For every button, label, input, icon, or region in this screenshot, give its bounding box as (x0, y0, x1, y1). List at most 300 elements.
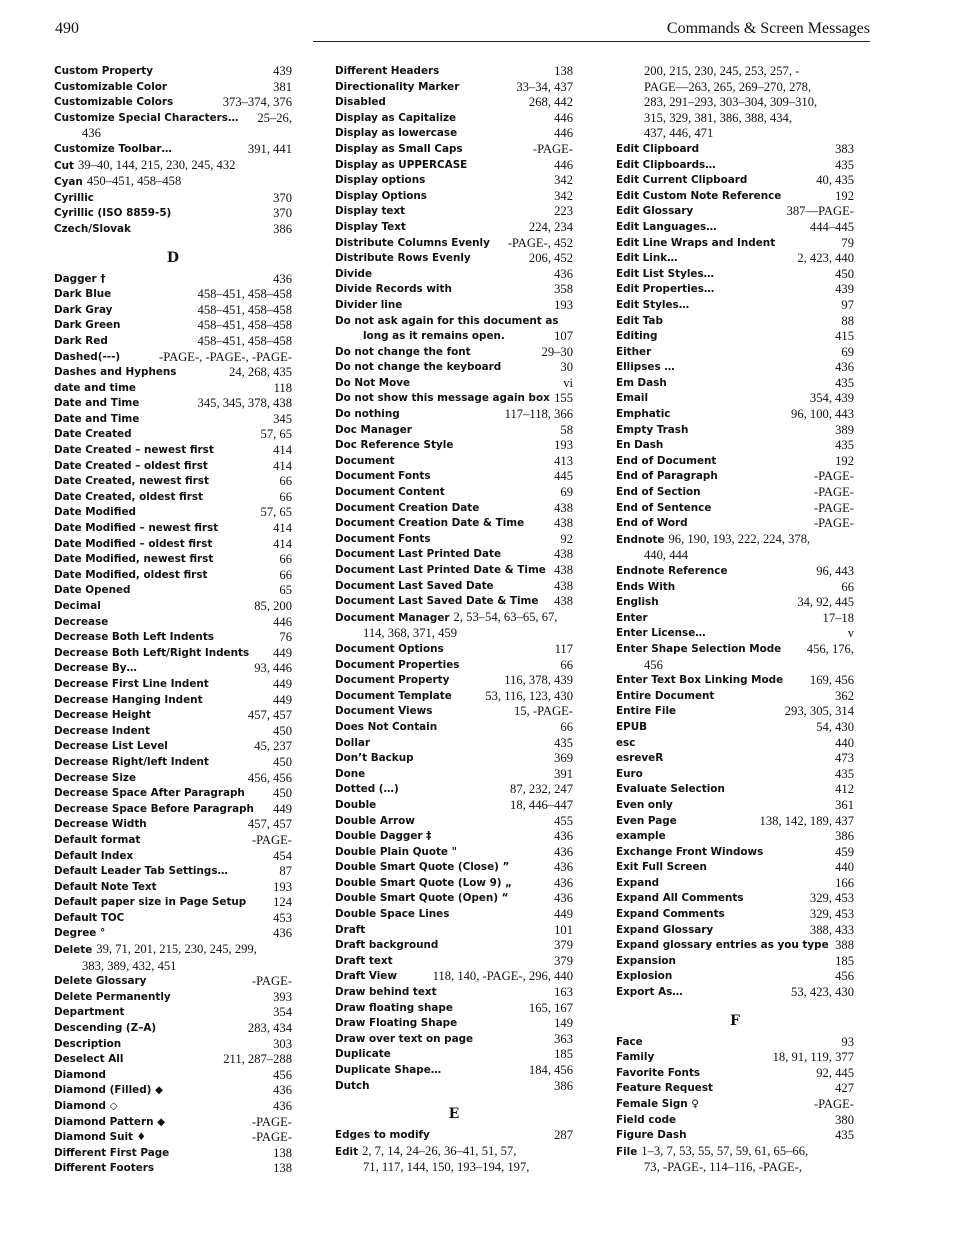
index-entry (616, 720, 854, 736)
index-page-refs: 438 (554, 516, 573, 531)
index-page-refs: -PAGE- (813, 516, 854, 531)
index-term: Document Last Saved Date (335, 579, 494, 592)
index-page-refs: 57, 65 (260, 427, 292, 442)
index-entry (335, 532, 573, 548)
index-page-refs: 449 (554, 907, 573, 922)
page-number: 490 (55, 20, 79, 37)
index-entry (616, 220, 854, 236)
index-page-refs: 283, 434 (247, 1021, 292, 1036)
index-term: Default format (54, 833, 141, 846)
index-entry (335, 642, 573, 658)
index-page-refs: 69 (841, 344, 854, 359)
index-column-2 (335, 64, 573, 1176)
index-entry (335, 314, 573, 330)
index-entry (54, 396, 292, 412)
index-term: Date Created – newest first (54, 444, 214, 457)
index-entry (616, 267, 854, 283)
index-entry (54, 583, 292, 599)
index-term: Entire Document (616, 689, 715, 702)
index-page-refs: 438 (554, 563, 573, 577)
index-term: Default TOC (54, 911, 125, 924)
index-page-refs: 107 (554, 329, 573, 344)
index-page-refs: 185 (835, 953, 854, 968)
index-term: Date and Time (54, 397, 140, 410)
index-term: Endnote Reference (616, 565, 728, 577)
index-term: Edit Link… (616, 252, 678, 265)
index-term: Divide (335, 267, 373, 280)
index-entry (54, 1115, 292, 1131)
index-term: Display as lowercase (335, 127, 458, 140)
index-entry (335, 907, 573, 923)
index-entry-continuation: 71, 117, 144, 150, 193–194, 197, (363, 1160, 530, 1175)
index-page-refs: 169, 456 (809, 673, 854, 688)
index-term: Ends With (616, 580, 676, 593)
index-term: Dashed(---) (54, 350, 121, 363)
index-page-refs: 446 (554, 110, 573, 125)
index-term: Family (616, 1051, 655, 1064)
index-page-refs: 2, 423, 440 (797, 251, 854, 266)
index-entry (54, 206, 292, 222)
index-page-refs: 211, 287–288 (223, 1052, 292, 1067)
index-page-refs: 386 (273, 221, 292, 236)
index-page-refs: 29–30 (541, 344, 573, 359)
index-term: Double Plain Quote " (335, 845, 458, 858)
index-page-refs: 386 (835, 829, 854, 844)
index-page-refs: 436 (554, 266, 573, 281)
index-page-refs: 457, 457 (247, 708, 292, 723)
index-term: Date Modified, oldest first (54, 568, 208, 581)
index-page-refs: 165, 167 (528, 1000, 573, 1015)
index-term: Date Modified, newest first (54, 553, 214, 566)
index-entry (54, 287, 292, 303)
index-term: Draft background (335, 939, 439, 952)
index-entry (616, 689, 854, 705)
index-entry (54, 1068, 292, 1084)
index-entry-continuation: 437, 446, 471 (644, 126, 714, 141)
index-page-refs: 2, 53–54, 63–65, 67, (453, 609, 558, 624)
index-term: Expand All Comments (616, 892, 744, 905)
index-term: Draft text (335, 954, 393, 967)
index-term: Display options (335, 174, 426, 187)
index-term: Do not ask again for this document as (335, 314, 559, 327)
index-term: Decrease Hanging Indent (54, 693, 203, 706)
index-term: long as it remains open. (363, 330, 505, 343)
index-entry (335, 204, 573, 220)
index-entry (335, 954, 573, 970)
index-term: Edit Current Clipboard (616, 174, 748, 187)
index-page-refs: 57, 65 (260, 505, 292, 520)
index-entry (54, 708, 292, 724)
index-page-refs: 454 (273, 848, 292, 863)
index-entry (335, 829, 573, 845)
index-page-refs: 30 (560, 360, 573, 375)
index-entry (335, 126, 573, 142)
index-term: Edit Languages… (616, 220, 717, 233)
index-page-refs: 370 (273, 190, 292, 205)
index-entry (335, 1128, 573, 1144)
index-page-refs: -PAGE- (813, 469, 854, 484)
index-page-refs: 450–451, 458–458 (86, 174, 182, 189)
index-term: Edges to modify (335, 1129, 430, 1142)
index-term: Even only (616, 798, 673, 811)
index-entry (54, 537, 292, 553)
index-page-refs: 117–118, 366 (504, 407, 573, 422)
index-page-refs: 413 (554, 453, 573, 468)
index-term: Edit Line Wraps and Indent (616, 236, 776, 249)
index-entry (616, 469, 854, 485)
index-page-refs: 391 (554, 766, 573, 781)
index-page-refs: vi (563, 375, 573, 390)
index-page-refs: 388 (835, 938, 854, 953)
index-term: Customize Toolbar… (54, 142, 172, 155)
index-term: Decrease Both Left/Right Indents (54, 646, 250, 659)
index-page-refs: 92, 445 (816, 1065, 854, 1080)
index-term: Degree ° (54, 927, 106, 940)
index-entry (54, 630, 292, 646)
index-term: Face (616, 1035, 643, 1048)
index-entry (616, 189, 854, 205)
index-section-letter: F (730, 1012, 740, 1029)
index-term: Dark Blue (54, 288, 112, 301)
index-page-refs: -PAGE- (813, 1097, 854, 1111)
index-entry (335, 658, 573, 674)
index-term: Duplicate (335, 1048, 391, 1061)
index-page-refs: 163 (554, 985, 573, 1000)
index-term: Document Properties (335, 658, 460, 671)
index-entry (616, 907, 854, 923)
index-term: End of Sentence (616, 501, 712, 514)
index-term: Evaluate Selection (616, 783, 725, 796)
index-page-refs: 438 (554, 500, 573, 515)
index-entry (54, 568, 292, 584)
index-page-refs: 391, 441 (247, 141, 292, 156)
index-page-refs: 87 (279, 864, 292, 879)
index-page-refs: 193 (554, 438, 573, 453)
index-entry-continuation: 456 (644, 657, 663, 672)
index-page-refs: 414 (273, 458, 292, 473)
index-entry (616, 376, 854, 392)
index-page-refs: 97 (841, 297, 854, 312)
index-term: Date and Time (54, 412, 140, 425)
index-entry (335, 298, 573, 314)
index-page-refs: 66 (279, 474, 292, 489)
index-term: Different First Page (54, 1146, 170, 1159)
index-term: Expand Glossary (616, 923, 714, 936)
index-entry (616, 1128, 854, 1144)
index-term: Dark Red (54, 334, 108, 347)
index-term: esreveR (616, 752, 664, 765)
index-entry (616, 673, 854, 689)
index-entry (54, 222, 292, 238)
index-page-refs: 76 (279, 630, 292, 645)
index-entry (616, 407, 854, 423)
index-term: Diamond Pattern ◆ (54, 1115, 166, 1128)
index-entry (335, 720, 573, 736)
index-page-refs: 116, 378, 439 (504, 673, 573, 688)
index-entry (335, 469, 573, 485)
index-term: End of Document (616, 454, 717, 467)
index-entry (335, 689, 573, 705)
index-entry (335, 891, 573, 907)
index-term: Ellipses … (616, 361, 675, 374)
index-entry (335, 345, 573, 361)
index-page-refs: 1–3, 7, 53, 55, 57, 59, 61, 65–66, (641, 1143, 809, 1158)
index-term: Does Not Contain (335, 720, 438, 733)
index-section-letter: D (166, 249, 180, 266)
index-page-refs: -PAGE- (251, 1130, 292, 1145)
index-entry-continuation: 114, 368, 371, 459 (363, 626, 457, 641)
index-entry (335, 1063, 573, 1079)
index-term: Cyan (54, 176, 83, 189)
index-page-refs: 138 (554, 64, 573, 78)
index-page-refs: 2, 7, 14, 24–26, 36–41, 51, 57, (362, 1143, 517, 1158)
index-term: Field code (616, 1113, 677, 1126)
index-entry (616, 814, 854, 830)
index-entry (335, 251, 573, 267)
index-term: Document Creation Date (335, 501, 480, 514)
index-term: Enter (616, 611, 648, 624)
index-page-refs: 436 (273, 1083, 292, 1098)
index-entry-continuation: 73, -PAGE-, 114–116, -PAGE-, (644, 1160, 803, 1175)
index-entry (616, 236, 854, 252)
index-entry (54, 490, 292, 506)
index-entry (54, 272, 292, 288)
index-term: Edit Clipboards… (616, 158, 716, 171)
index-page-refs: 66 (560, 719, 573, 734)
index-term: Cyrillic (ISO 8859-5) (54, 207, 172, 220)
index-page-refs: 446 (273, 614, 292, 629)
index-page-refs: 361 (835, 797, 854, 812)
index-entry (54, 880, 292, 896)
index-term: Decrease (54, 615, 109, 628)
index-entry (54, 911, 292, 927)
index-entry-continuation (335, 329, 573, 345)
index-term: Deselect All (54, 1053, 124, 1066)
index-page-refs: 458–451, 458–458 (197, 318, 292, 333)
index-entry (616, 1066, 854, 1082)
index-term: Edit List Styles… (616, 267, 715, 280)
index-entry (54, 80, 292, 96)
index-page-refs: -PAGE- (251, 832, 292, 847)
index-page-refs: 287 (554, 1128, 573, 1143)
index-entry (54, 974, 292, 990)
index-entry (616, 516, 854, 532)
index-page-refs: 358 (554, 282, 573, 297)
index-term: Entire File (616, 705, 677, 718)
index-term: Document Creation Date & Time (335, 517, 525, 530)
index-entry-continuation: 440, 444 (644, 548, 689, 563)
index-page-refs: 459 (835, 844, 854, 859)
index-entry (616, 282, 854, 298)
index-term: Female Sign ♀ (616, 1098, 699, 1110)
index-term: Doc Reference Style (335, 439, 454, 452)
index-entry (335, 798, 573, 814)
index-page-refs: 436 (835, 360, 854, 375)
index-entry (616, 158, 854, 174)
index-entry (54, 817, 292, 833)
index-page-refs: 427 (835, 1081, 854, 1096)
index-term: Emphatic (616, 408, 671, 421)
index-entry (54, 174, 292, 191)
index-entry (616, 1144, 854, 1161)
index-entry (335, 1016, 573, 1032)
index-entry (54, 739, 292, 755)
index-page-refs: 363 (554, 1031, 573, 1046)
index-term: Edit Glossary (616, 205, 694, 218)
index-term: Endnote (616, 533, 665, 546)
index-entry (335, 563, 573, 579)
index-page-refs: 458–451, 458–458 (197, 287, 292, 302)
index-page-refs: 303 (273, 1036, 292, 1051)
index-term: Double Dagger ‡ (335, 830, 432, 843)
index-entry (54, 521, 292, 537)
index-page-refs: 446 (554, 126, 573, 141)
index-term: Disabled (335, 96, 386, 109)
index-page-refs: 66 (560, 657, 573, 672)
index-term: Delete Glossary (54, 975, 147, 988)
index-entry (616, 1050, 854, 1066)
index-entry-continuation: 315, 329, 381, 386, 388, 434, (644, 110, 792, 125)
index-page-refs: 440 (835, 735, 854, 750)
index-entry (335, 938, 573, 954)
index-term: Done (335, 767, 366, 780)
index-term: Display Options (335, 189, 427, 202)
index-page-refs: 184, 456 (528, 1063, 573, 1077)
index-page-refs: 436 (554, 891, 573, 906)
index-entry (616, 251, 854, 267)
index-page-refs: 66 (279, 552, 292, 567)
index-entry (335, 142, 573, 158)
index-entry (616, 532, 854, 549)
index-term: Email (616, 392, 649, 405)
index-entry (616, 204, 854, 220)
index-term: Do nothing (335, 408, 400, 421)
index-term: Document Last Printed Date (335, 548, 501, 561)
index-page-refs: 449 (273, 645, 292, 660)
index-entry (335, 80, 573, 96)
index-page-refs: 362 (835, 688, 854, 703)
index-entry (54, 864, 292, 880)
index-term: Edit Properties… (616, 283, 715, 296)
index-page-refs: 66 (279, 567, 292, 582)
index-page-refs: 450 (273, 786, 292, 801)
index-page-refs: 439 (273, 64, 292, 78)
index-term: Draw Floating Shape (335, 1017, 458, 1030)
index-term: Department (54, 1006, 125, 1019)
index-entry (616, 1035, 854, 1051)
index-entry (616, 626, 854, 642)
index-term: Delete (54, 944, 93, 957)
index-entry (335, 438, 573, 454)
index-term: Even Page (616, 814, 677, 827)
index-term: Double Smart Quote (Low 9) „ (335, 876, 513, 889)
index-page-refs: 381 (273, 79, 292, 94)
index-term: Default paper size in Page Setup (54, 896, 247, 909)
index-page-refs: 345 (273, 411, 292, 426)
index-entry (616, 345, 854, 361)
index-page-refs: 389 (835, 422, 854, 437)
index-term: Dark Gray (54, 303, 113, 316)
index-page-refs: 124 (273, 895, 292, 910)
index-page-refs: 456, 176, (806, 641, 854, 656)
index-term: Decrease Size (54, 771, 137, 784)
index-entry (616, 173, 854, 189)
index-term: Do not change the font (335, 345, 471, 358)
index-term: Don’t Backup (335, 752, 414, 765)
index-page-refs: 369 (554, 751, 573, 766)
index-page-refs: 456, 456 (247, 770, 292, 785)
index-term: Enter Shape Selection Mode (616, 642, 782, 655)
index-entry (335, 236, 573, 252)
index-entry (335, 485, 573, 501)
index-page-refs: 66 (279, 489, 292, 504)
index-entry (54, 350, 292, 366)
index-entry (616, 142, 854, 158)
index-term: Expand (616, 876, 660, 889)
index-page-refs: 185 (554, 1047, 573, 1062)
index-page-refs: 370 (273, 206, 292, 221)
index-page-refs: 268, 442 (528, 95, 573, 110)
index-page-refs: 54, 430 (816, 719, 854, 734)
index-page-refs: 446 (554, 157, 573, 172)
index-term: Empty Trash (616, 423, 689, 436)
index-term: Customizable Colors (54, 96, 174, 109)
index-entry (54, 95, 292, 111)
index-entry (616, 969, 854, 985)
index-page-refs: 15, -PAGE- (513, 704, 573, 719)
index-page-refs: -PAGE-, -PAGE-, -PAGE- (159, 349, 292, 364)
index-entry (54, 191, 292, 207)
index-term: Distribute Columns Evenly (335, 236, 490, 249)
index-entry (335, 751, 573, 767)
index-entry (54, 677, 292, 693)
index-entry (616, 954, 854, 970)
index-term: EPUB (616, 720, 648, 733)
index-term: Either (616, 345, 652, 358)
index-entry (616, 938, 854, 954)
index-page-refs: 388, 433 (809, 922, 854, 937)
index-entry (54, 646, 292, 662)
index-entry (335, 985, 573, 1001)
index-entry (54, 443, 292, 459)
index-term: Custom Property (54, 65, 153, 77)
index-term: Edit Clipboard (616, 142, 700, 155)
index-page-refs: 342 (554, 188, 573, 203)
index-entry-continuation: 200, 215, 230, 245, 253, 257, - (644, 64, 800, 78)
index-page-refs: 92 (560, 531, 573, 546)
index-page-refs: 438 (554, 578, 573, 593)
index-page-refs: 435 (835, 375, 854, 390)
index-entry (54, 505, 292, 521)
index-page-refs: 79 (841, 235, 854, 250)
index-page-refs: 393 (273, 989, 292, 1004)
index-entry (616, 751, 854, 767)
header-rule (313, 41, 870, 42)
index-page-refs: 193 (273, 879, 292, 894)
index-term: Exit Full Screen (616, 861, 707, 874)
index-entry-continuation: PAGE—263, 265, 269–270, 278, (644, 79, 812, 94)
index-page-refs: 65 (279, 583, 292, 598)
index-term: Document Property (335, 674, 450, 687)
index-entry (54, 142, 292, 158)
index-term: Date Created (54, 428, 132, 441)
index-page-refs: 138 (273, 1161, 292, 1176)
index-term: Czech/Slovak (54, 222, 131, 235)
index-page-refs: 155 (554, 391, 573, 406)
index-page-refs: 96, 190, 193, 222, 224, 378, (668, 531, 811, 546)
index-entry (616, 767, 854, 783)
index-term: date and time (54, 381, 136, 394)
